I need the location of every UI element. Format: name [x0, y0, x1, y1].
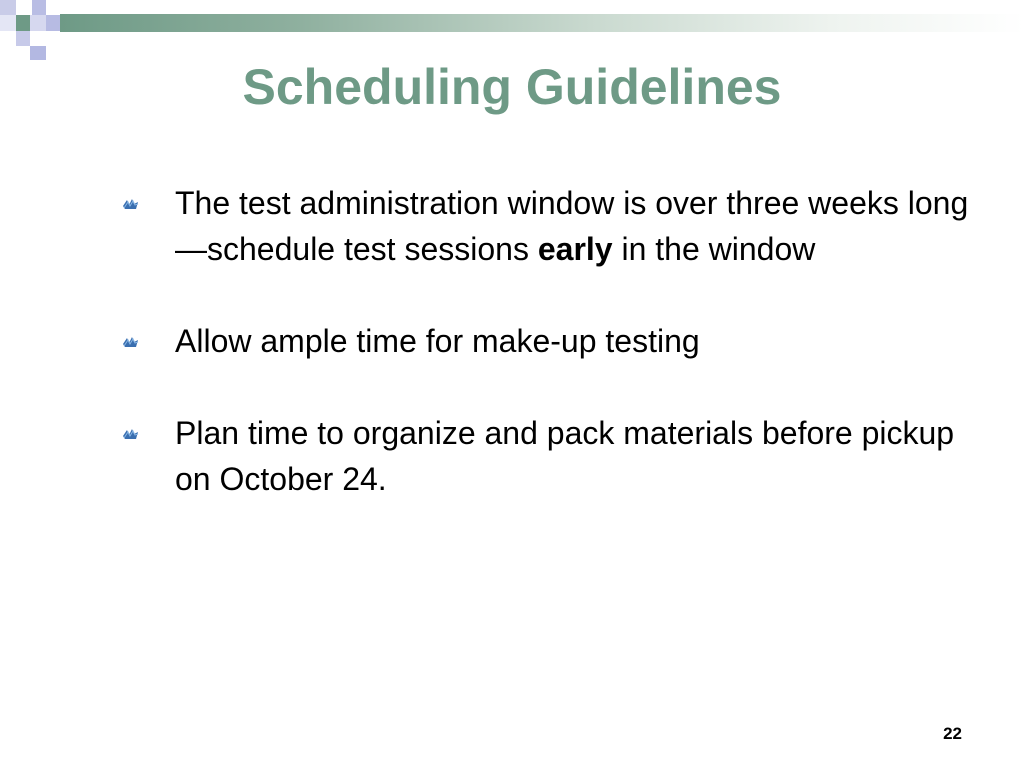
arrow-bullet-icon — [122, 426, 140, 442]
bullet-text: Plan time to organize and pack materials before pickup on October 24. — [175, 415, 955, 497]
arrow-bullet-icon — [122, 196, 140, 212]
bullet-text: Allow ample time for make-up testing — [175, 323, 700, 359]
bullet-emphasis: early — [537, 231, 613, 267]
bullet-item — [120, 318, 980, 364]
slide-title: Scheduling Guidelines — [242, 59, 782, 115]
bullet-text: in the window — [612, 231, 816, 267]
arrow-bullet-icon — [122, 334, 140, 350]
checker-square — [46, 0, 60, 15]
checker-square — [16, 0, 32, 15]
checker-square — [0, 31, 16, 46]
bullet-item — [120, 410, 980, 502]
checker-square — [46, 15, 60, 31]
checker-square — [0, 15, 16, 31]
bullet-list — [120, 180, 980, 502]
checker-square — [30, 31, 46, 46]
checker-square — [16, 15, 30, 31]
bullet-item — [120, 180, 980, 272]
checker-square — [32, 0, 46, 15]
bullet-text: The test administration window is over three weeks long—schedule test sessions — [175, 185, 969, 267]
checker-square — [16, 31, 30, 46]
checker-square — [30, 15, 46, 31]
checker-square — [0, 0, 16, 15]
header-gradient-bar — [60, 14, 1024, 32]
page-number: 22 — [943, 724, 962, 743]
